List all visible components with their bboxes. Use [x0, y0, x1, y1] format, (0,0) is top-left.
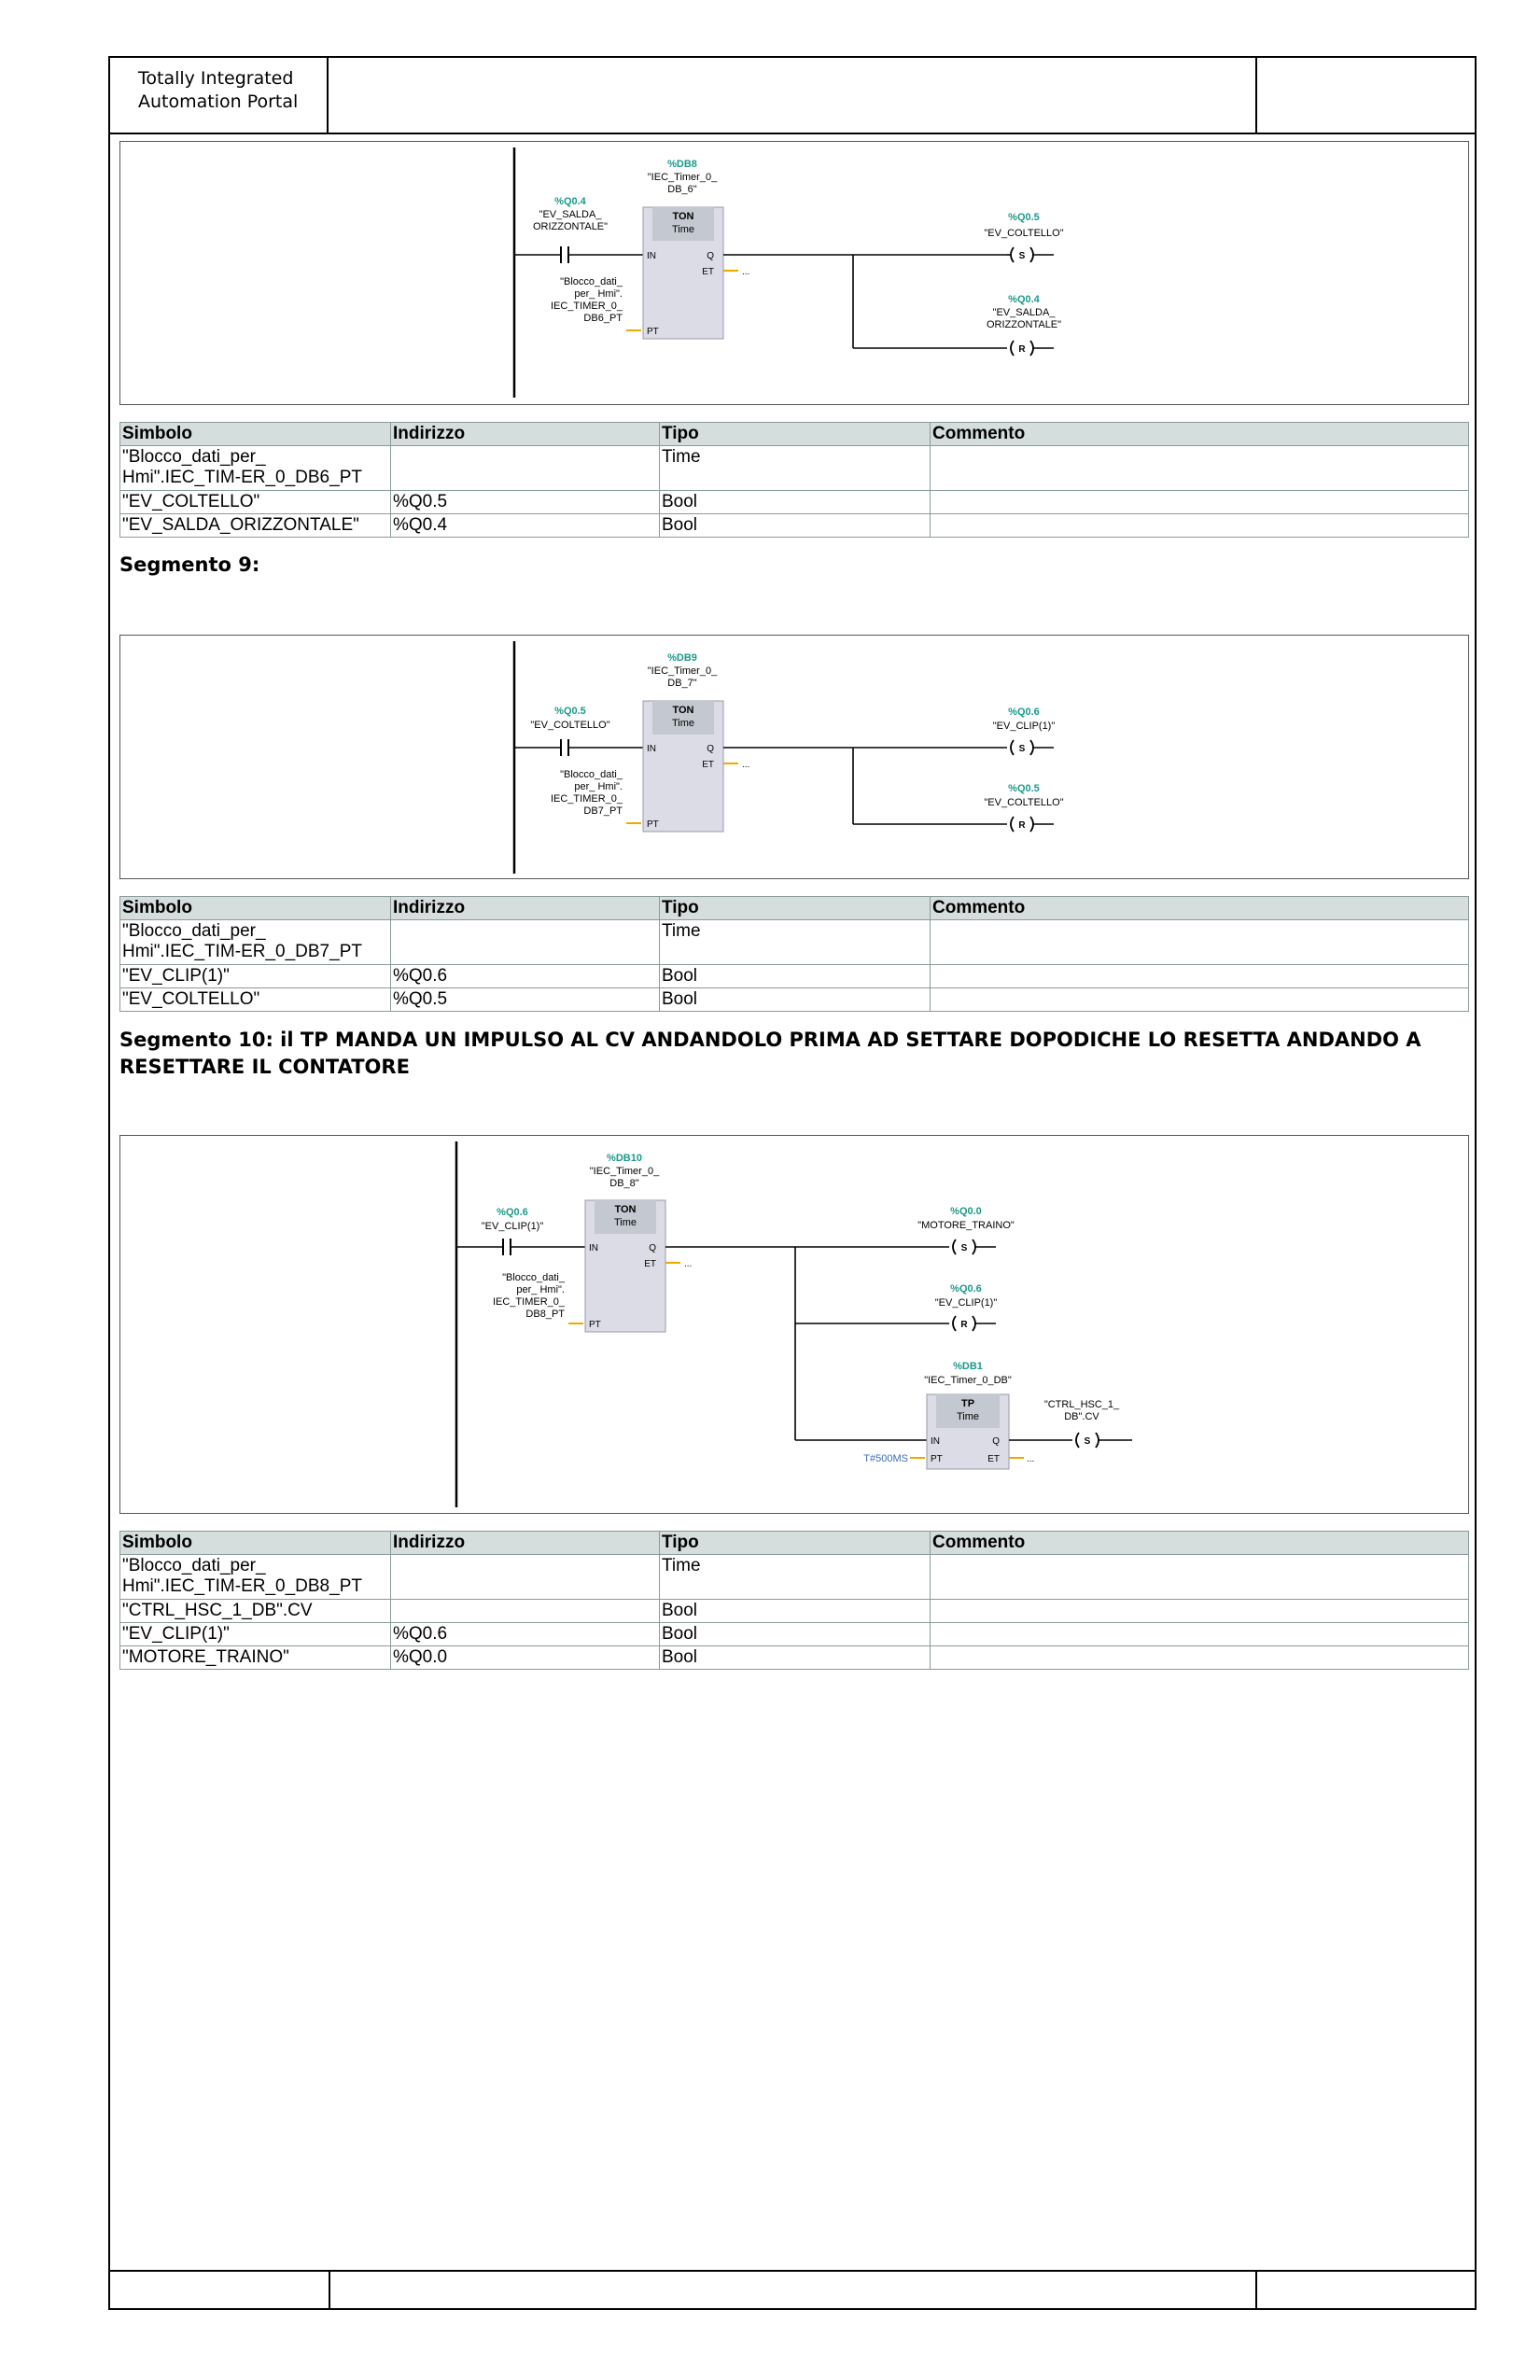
timer-instance-line1: "IEC_Timer_0_	[647, 665, 718, 677]
cell-symbol: "EV_CLIP(1)"	[120, 1623, 391, 1646]
cell-comment	[931, 1646, 1469, 1670]
footer-divider-left	[329, 2272, 330, 2310]
table-row	[120, 920, 1469, 965]
timer-instance-line1: "IEC_Timer_0_	[589, 1166, 660, 1177]
pt-line4: DB7_PT	[583, 805, 623, 817]
footer-divider-right	[1255, 2272, 1257, 2310]
col-symbol: Simbolo	[120, 897, 391, 920]
tp-type2: Time	[956, 1411, 980, 1422]
table-row	[120, 491, 1469, 514]
col-address: Indirizzo	[391, 1532, 660, 1555]
tp-set-coil	[1076, 1433, 1079, 1448]
cell-comment	[931, 1555, 1469, 1600]
timer-instance-line2: DB_8"	[609, 1178, 639, 1189]
coil2-name-line2: ORIZZONTALE"	[986, 319, 1062, 330]
table-row	[120, 988, 1469, 1012]
et-dots: ...	[742, 267, 750, 277]
cell-comment	[931, 1623, 1469, 1646]
cell-symbol: "EV_SALDA_ORIZZONTALE"	[120, 514, 391, 538]
cell-address: %Q0.5	[391, 491, 660, 514]
pin-et: ET	[702, 760, 714, 770]
table-header-row	[120, 897, 1469, 920]
coil1-name: "EV_CLIP(1)"	[992, 721, 1056, 732]
cell-address	[391, 446, 660, 491]
pt-line4: DB6_PT	[583, 313, 623, 324]
cell-type: Bool	[660, 1623, 931, 1646]
pin-q: Q	[707, 744, 714, 754]
contact-address: %Q0.4	[554, 196, 586, 207]
pt-line1: "Blocco_dati_	[560, 276, 623, 287]
coil1-name: "EV_COLTELLO"	[984, 228, 1064, 239]
pt-line3: IEC_TIMER_0_	[550, 301, 623, 312]
pin-q: Q	[649, 1243, 656, 1253]
timer-type: TON	[672, 705, 694, 716]
cell-type: Bool	[660, 1600, 931, 1623]
cell-comment	[931, 1600, 1469, 1623]
col-address: Indirizzo	[391, 423, 660, 446]
contact-name-line2: ORIZZONTALE"	[532, 221, 609, 232]
table-row	[120, 1600, 1469, 1623]
cell-comment	[931, 965, 1469, 988]
cell-address	[391, 1600, 660, 1623]
pin-pt: PT	[647, 819, 659, 830]
cell-address: %Q0.5	[391, 988, 660, 1012]
col-type: Tipo	[660, 423, 931, 446]
cell-type: Bool	[660, 1646, 931, 1670]
cell-comment	[931, 514, 1469, 538]
header-divider	[1255, 56, 1257, 133]
cell-symbol: "EV_COLTELLO"	[120, 491, 391, 514]
reset-coil	[1011, 817, 1014, 832]
tp-pin-et: ET	[987, 1454, 1000, 1464]
col-comment: Commento	[931, 897, 1469, 920]
coil1-address: %Q0.0	[950, 1206, 982, 1217]
table-row	[120, 1623, 1469, 1646]
cell-type: Time	[660, 920, 931, 965]
coil2-name-line1: "EV_SALDA_	[992, 307, 1056, 318]
set-coil	[953, 1239, 956, 1254]
cell-type: Time	[660, 1555, 931, 1600]
timer-type: TON	[672, 211, 694, 222]
pt-line2: per_ Hmi".	[516, 1284, 565, 1295]
timer-instance-line1: "IEC_Timer_0_	[647, 172, 718, 183]
timer-instance-line2: DB_7"	[667, 678, 697, 689]
cell-symbol: "MOTORE_TRAINO"	[120, 1646, 391, 1670]
col-symbol: Simbolo	[120, 1532, 391, 1555]
et-dots: ...	[742, 760, 750, 770]
coil2-address: %Q0.5	[1008, 783, 1040, 794]
pt-line2: per_ Hmi".	[574, 288, 623, 300]
coil2-name: "EV_CLIP(1)"	[934, 1297, 998, 1309]
col-address: Indirizzo	[391, 897, 660, 920]
pin-pt: PT	[647, 327, 659, 337]
tp-pt-value: T#500MS	[863, 1453, 908, 1464]
app-title-line1: Totally Integrated	[138, 68, 294, 89]
cell-comment	[931, 920, 1469, 965]
pin-in: IN	[647, 744, 656, 754]
segment9-symbol-table	[119, 896, 1469, 1012]
coil1-op: S	[960, 1243, 968, 1253]
page-header	[108, 56, 1477, 134]
cell-address	[391, 920, 660, 965]
col-type: Tipo	[660, 1532, 931, 1555]
table-header-row	[120, 423, 1469, 446]
pin-in: IN	[647, 251, 656, 261]
timer-db: %DB10	[607, 1153, 642, 1164]
coil1-op: S	[1018, 251, 1026, 261]
coil1-address: %Q0.5	[1008, 212, 1040, 223]
timer-instance-line2: DB_6"	[667, 184, 697, 195]
timer-db: %DB8	[667, 159, 697, 170]
col-type: Tipo	[660, 897, 931, 920]
pin-pt: PT	[589, 1320, 601, 1330]
set-coil	[1011, 740, 1014, 755]
cell-symbol: "Blocco_dati_per_ Hmi".IEC_TIM-ER_0_DB8_PT	[120, 1555, 391, 1600]
pin-q: Q	[707, 251, 714, 261]
cell-comment	[931, 446, 1469, 491]
segment8-ladder-diagram	[119, 141, 1469, 405]
tp-coil-name-line1: "CTRL_HSC_1_	[1043, 1399, 1120, 1410]
segment10-title: Segmento 10: il TP MANDA UN IMPULSO AL CV ANDANDOLO PRIMA AD SETTARE DOPODICHE LO RESETTA ANDANDO A RESETTARE IL CONTATORE	[119, 1029, 1421, 1078]
segment9-title: Segmento 9:	[119, 553, 260, 576]
table-row	[120, 446, 1469, 491]
table-row	[120, 1555, 1469, 1600]
pt-line3: IEC_TIMER_0_	[492, 1296, 565, 1308]
pin-et: ET	[702, 267, 714, 277]
coil2-op: R	[1018, 344, 1026, 355]
timer-db: %DB9	[667, 652, 697, 664]
tp-instance: "IEC_Timer_0_DB"	[924, 1375, 1012, 1386]
cell-address: %Q0.6	[391, 965, 660, 988]
timer-type2: Time	[671, 718, 695, 729]
coil2-name: "EV_COLTELLO"	[984, 797, 1064, 808]
tp-pin-in: IN	[931, 1436, 940, 1447]
tp-coil-op: S	[1084, 1436, 1091, 1447]
col-symbol: Simbolo	[120, 423, 391, 446]
tp-pin-pt: PT	[931, 1454, 943, 1464]
tp-pin-q: Q	[992, 1436, 1000, 1447]
table-row	[120, 514, 1469, 538]
app-title-line2: Automation Portal	[138, 91, 299, 112]
cell-comment	[931, 988, 1469, 1012]
cell-type: Bool	[660, 491, 931, 514]
cell-address: %Q0.6	[391, 1623, 660, 1646]
pt-line3: IEC_TIMER_0_	[550, 793, 623, 805]
coil2-address: %Q0.6	[950, 1283, 982, 1295]
timer-type2: Time	[671, 224, 695, 235]
cell-symbol: "Blocco_dati_per_ Hmi".IEC_TIM-ER_0_DB7_PT	[120, 920, 391, 965]
reset-coil	[1011, 341, 1014, 356]
cell-comment	[931, 491, 1469, 514]
table-header-row	[120, 1532, 1469, 1555]
contact-name-line1: "EV_SALDA_	[539, 209, 602, 220]
table-row	[120, 1646, 1469, 1670]
et-dots: ...	[684, 1259, 693, 1269]
tp-coil-name-line2: DB".CV	[1064, 1411, 1099, 1422]
tp-type: TP	[960, 1398, 975, 1409]
cell-type: Bool	[660, 514, 931, 538]
coil1-address: %Q0.6	[1008, 707, 1040, 718]
coil2-address: %Q0.4	[1008, 294, 1040, 305]
coil2-op: R	[1018, 820, 1026, 831]
coil1-op: S	[1018, 744, 1026, 754]
table-row	[120, 965, 1469, 988]
cell-symbol: "EV_COLTELLO"	[120, 988, 391, 1012]
cell-type: Time	[660, 446, 931, 491]
pt-line2: per_ Hmi".	[574, 781, 623, 792]
segment8-symbol-table	[119, 422, 1469, 538]
cell-symbol: "EV_CLIP(1)"	[120, 965, 391, 988]
col-comment: Commento	[931, 423, 1469, 446]
pt-line1: "Blocco_dati_	[560, 769, 623, 780]
coil2-op: R	[960, 1320, 968, 1330]
tp-db: %DB1	[953, 1361, 983, 1372]
timer-type: TON	[614, 1204, 637, 1215]
reset-coil	[953, 1316, 956, 1331]
segment10-symbol-table	[119, 1531, 1469, 1670]
segment9-ladder-diagram	[119, 635, 1469, 879]
cell-type: Bool	[660, 988, 931, 1012]
app-title	[108, 56, 329, 133]
segment10-ladder-diagram	[119, 1135, 1469, 1514]
tp-et-dots: ...	[1027, 1454, 1035, 1464]
cell-address: %Q0.0	[391, 1646, 660, 1670]
cell-symbol: "Blocco_dati_per_ Hmi".IEC_TIM-ER_0_DB6_PT	[120, 446, 391, 491]
contact-address: %Q0.5	[554, 706, 586, 717]
cell-symbol: "CTRL_HSC_1_DB".CV	[120, 1600, 391, 1623]
pt-line4: DB8_PT	[525, 1309, 565, 1320]
pin-in: IN	[589, 1243, 598, 1253]
pt-line1: "Blocco_dati_	[502, 1272, 565, 1283]
timer-type2: Time	[613, 1217, 637, 1228]
page-footer	[108, 2270, 1477, 2310]
cell-type: Bool	[660, 965, 931, 988]
contact-address: %Q0.6	[497, 1207, 528, 1218]
col-comment: Commento	[931, 1532, 1469, 1555]
contact-name: "EV_COLTELLO"	[530, 720, 610, 731]
cell-address	[391, 1555, 660, 1600]
contact-name: "EV_CLIP(1)"	[481, 1221, 544, 1232]
pin-et: ET	[644, 1259, 656, 1269]
coil1-name: "MOTORE_TRAINO"	[917, 1220, 1015, 1231]
cell-address: %Q0.4	[391, 514, 660, 538]
